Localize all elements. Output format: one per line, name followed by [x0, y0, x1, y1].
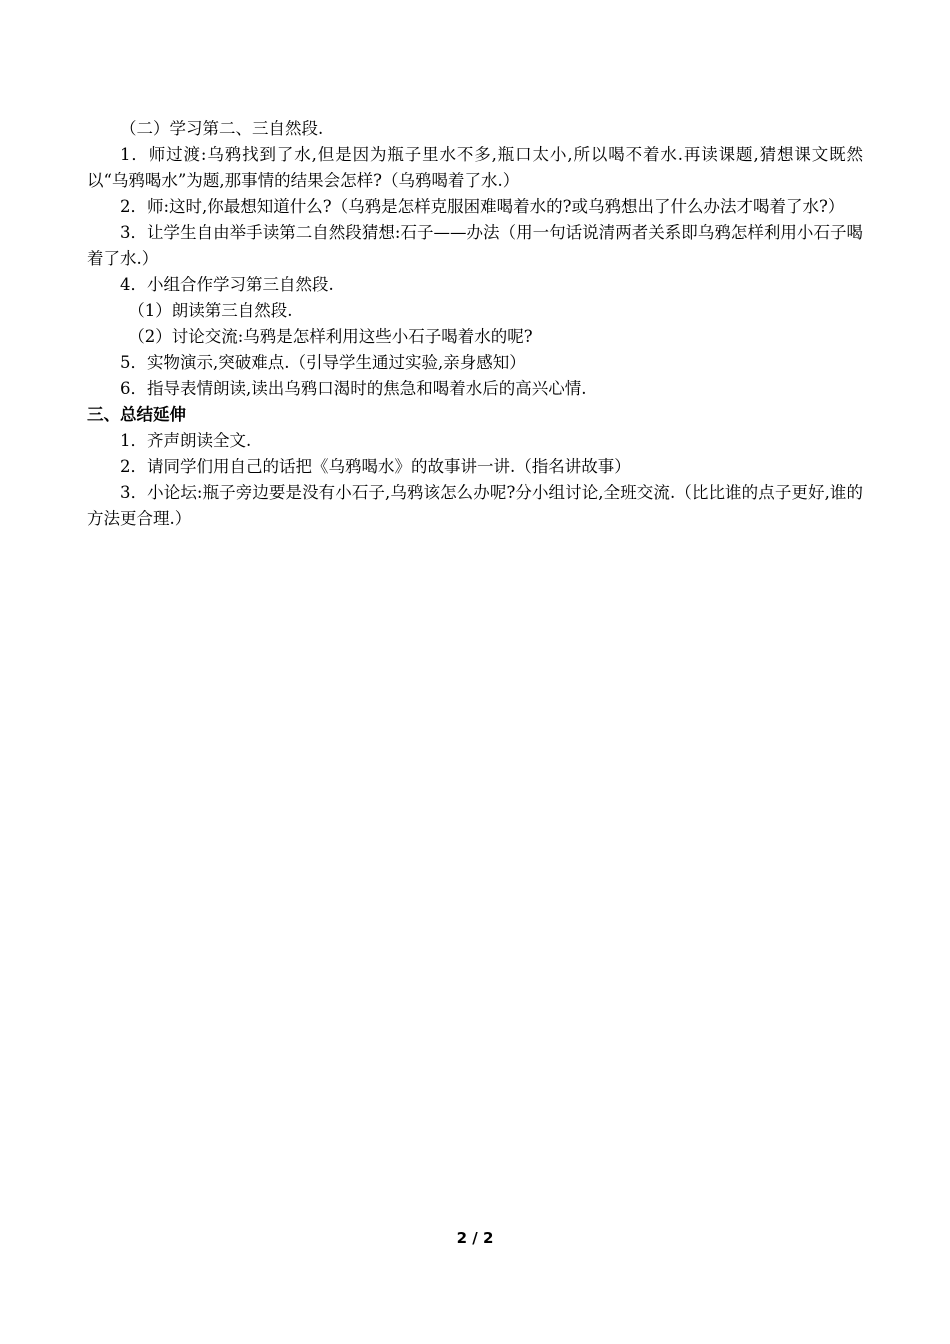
summary-step-1-paragraph: 1．齐声朗读全文.	[120, 431, 252, 450]
step-3-paragraph: 3．让学生自由举手读第二自然段猜想:石子——办法（用一句话说清两者关系即乌鸦怎样利用小石子喝着了水.）	[87, 223, 863, 268]
step-2-paragraph: 2．师:这时,你最想知道什么?（乌鸦是怎样克服困难喝着水的?或乌鸦想出了什么办法才喝着了水?）	[120, 197, 845, 216]
summary-step-3-paragraph: 3．小论坛:瓶子旁边要是没有小石子,乌鸦该怎么办呢?分小组讨论,全班交流.（比比谁的点子更好,谁的方法更合理.）	[87, 483, 863, 528]
summary-step-2-paragraph: 2．请同学们用自己的话把《乌鸦喝水》的故事讲一讲.（指名讲故事）	[120, 457, 631, 476]
section-heading-3: 三、总结延伸	[87, 405, 186, 424]
section-subtitle-2: （二）学习第二、三自然段.	[120, 119, 324, 138]
step-1-paragraph: 1．师过渡:乌鸦找到了水,但是因为瓶子里水不多,瓶口太小,所以喝不着水.再读课题,猜想课文既然以“乌鸦喝水”为题,那事情的结果会怎样?（乌鸦喝着了水.）	[87, 145, 863, 190]
step-4-paragraph: 4．小组合作学习第三自然段.	[120, 275, 334, 294]
step-5-paragraph: 5．实物演示,突破难点.（引导学生通过实验,亲身感知）	[120, 353, 526, 372]
substep-1-paragraph: （1）朗读第三自然段.	[128, 301, 293, 320]
substep-2-paragraph: （2）讨论交流:乌鸦是怎样利用这些小石子喝着水的呢?	[128, 327, 533, 346]
page-number: 2 / 2	[456, 1229, 494, 1247]
step-6-paragraph: 6．指导表情朗读,读出乌鸦口渴时的焦急和喝着水后的高兴心情.	[120, 379, 587, 398]
document-body	[87, 116, 863, 532]
